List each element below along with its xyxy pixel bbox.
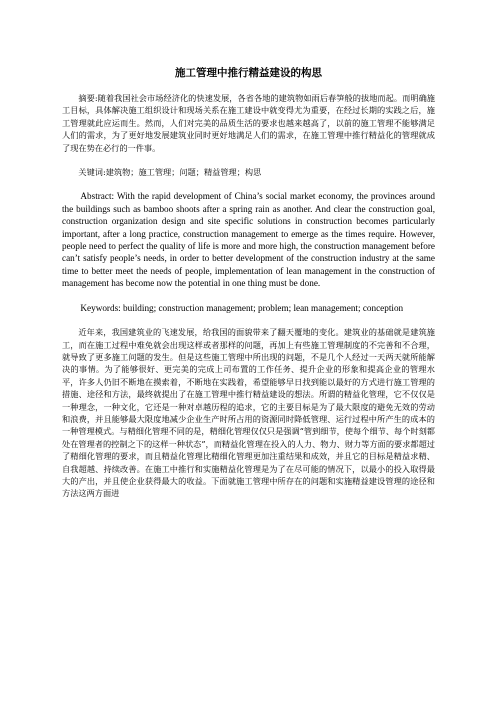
- abstract-chinese: 摘要:随着我国社会市场经济化的快速发展，各省各地的建筑物如雨后春笋般的拔地而起。而明确施工目标，具体解决施工组织设计和现场关系在施工建设中就变得尤为重要，在经过长期的实践之后，施工管理就此应运而生。然而，人们对完美的品质生活的要求也越来越高了，以前的施工管理不能够满足人们的需求，为了更好地发展建筑业同时更好地满足人们的需求，在施工管理中推行精益化的管理就成了现在势在必行的一件事。: [62, 93, 435, 153]
- document-content: [62, 66, 435, 500]
- keywords-english: Keywords: building; construction management; problem; lean management; conception: [80, 302, 404, 313]
- abstract-english: Abstract: With the rapid development of China’s social market economy, the provinces around the buildings such as bamboo shoots after a spring rain as another. And clear the construction goal, construction organization design and site specific solutions in construction becomes particularly important, after a long practice, construction management to emerge as the times require. However, people need to perfect the quality of life is more and more high, the construction management before can’t satisfy people’s needs, in order to better development of the construction industry at the same time to better meet the needs of people, implementation of lean management in the construction of management has become now the potential in one thing must be done.: [62, 191, 435, 289]
- paper-title: 施工管理中推行精益建设的构思: [175, 67, 322, 79]
- keywords-chinese: 关键词:建筑物；施工管理；问题；精益管理；构思: [78, 167, 262, 178]
- body-paragraph: 近年来，我国建筑业的飞速发展，给我国的面貌带来了翻天覆地的变化。建筑业的基础就是建筑施工，而在施工过程中难免就会出现这样或者那样的问题，再加上有些施工管理制度的不完善和不合理，就导致了更多施工问题的发生。但是这些施工管理中所出现的问题，不是几个人经过一天两天就所能解决的事情。为了能够很好、更完美的完成上司布置的工作任务、提升企业的形象和提高企业的管理水平，许多人仍旧不断地在摸索着，不断地在实践着，希望能够早日找到能以最好的方式进行施工管理的措施、途径和方法，最终就提出了在施工管理中推行精益建设的想法。所谓的精益化管理，它不仅仅是一种理念，一种文化，它还是一种对卓越历程的追求，它的主要目标是为了最大限度的避免无效的劳动和浪费，并且能够最大限度地减少企业生产时所占用的资源同时降低管理、运行过程中所产生的成本的一种管理模式。与精细化管理不同的是，精细化管理仅仅只是强调“管到细节，使每个细节、每个时刻都处在管理者的控制之下的这样一种状态”，而精益化管理在投入的人力、物力、财力等方面的要求都超过了精细化管理的要求，而且精益化管理比精细化管理更加注重结果和成效，并且它的目标是精益求精、自我超越、持续改善。在施工中推行和实施精益化管理是为了在尽可能的情况下，以最小的投入取得最大的产出，并且使企业获得最大的收益。下面就施工管理中所存在的问题和实施精益建设管理的途径和方法这两方面进: [62, 327, 435, 499]
